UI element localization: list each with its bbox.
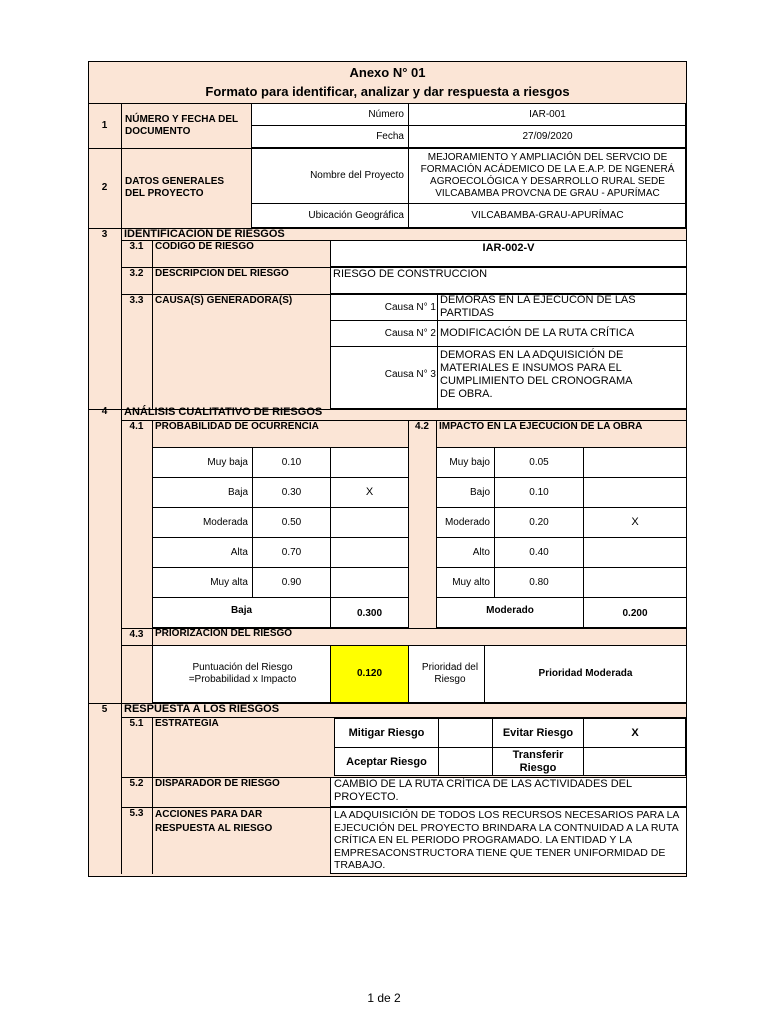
transferir-option: Transferir Riesgo <box>512 749 564 774</box>
acciones-label: ACCIONES PARA DAR RESPUESTA AL RIESGO <box>155 809 273 834</box>
impact-row-label: Moderado <box>444 516 490 528</box>
impact-result-label: Moderado <box>486 605 534 616</box>
prob-row-value: 0.50 <box>281 516 302 528</box>
section-3-label: IDENTIFICACION DE RIESGOS <box>124 228 285 240</box>
causa-1-value: DEMORAS EN LA EJECUCON DE LAS PARTIDAS <box>440 294 636 319</box>
section-1-number: 1 <box>101 119 108 131</box>
impact-row-label: Bajo <box>469 486 490 498</box>
impact-row-value: 0.10 <box>529 486 549 498</box>
impact-row-mark <box>584 538 686 567</box>
causas-label: CAUSA(S) GENERADORA(S) <box>155 295 293 306</box>
evitar-option: Evitar Riesgo <box>502 726 574 739</box>
aceptar-mark <box>439 748 492 776</box>
causa-2-value: MODIFICACIÓN DE LA RUTA CRÍTICA <box>440 327 635 339</box>
prob-row-mark <box>331 508 408 537</box>
estrategia-number: 5.1 <box>129 718 144 729</box>
impact-row-value: 0.20 <box>529 516 549 528</box>
prioridad-value: Prioridad Moderada <box>538 668 633 679</box>
proyecto-label: Nombre del Proyecto <box>310 170 404 181</box>
prioridad-label: Prioridad del Riesgo <box>421 662 479 685</box>
desc-label: DESCRIPCION DEL RIESGO <box>155 268 289 279</box>
prior-number: 4.3 <box>129 629 144 640</box>
impact-row-label: Muy bajo <box>449 456 490 468</box>
prior-label: PRIORIZACION DEL RIESGO <box>155 628 293 639</box>
prob-result-value: 0.300 <box>356 608 383 619</box>
section-4-number: 4 <box>101 406 108 417</box>
section-5-number: 5 <box>101 704 108 715</box>
evitar-mark: X <box>631 726 639 739</box>
numero-value: IAR-001 <box>529 108 566 120</box>
desc-number: 3.2 <box>129 268 144 279</box>
desc-value: RIESGO DE CONSTRUCCION <box>333 268 488 280</box>
mitigar-mark <box>439 719 492 747</box>
impact-row-mark <box>584 478 686 507</box>
impact-row-mark <box>584 568 686 597</box>
causa-2-label: Causa N° 2 <box>384 327 436 339</box>
impact-row-mark: X <box>631 516 639 528</box>
acciones-value: LA ADQUISICIÓN DE TODOS LOS RECURSOS NECESARIOS PARA LA EJECUCIÓN DEL PROYECTO BRINDARA LA CONTNUIDAD A LA RUTA CRÍTICA EN EL PERIODO PROGRAMADO. LA ENTIDAD Y LA EMPRESACONSTRUCTORA TIENE QUE TENER UNIFORMIDAD DE TRABAJO. <box>334 809 679 871</box>
aceptar-option: Aceptar Riesgo <box>346 755 427 768</box>
annex-number: Anexo N° 01 <box>349 65 426 80</box>
impact-label: IMPACTO EN LA EJECUCION DE LA OBRA <box>439 421 643 432</box>
impact-row-mark <box>584 448 686 477</box>
impact-row-label: Muy alto <box>452 576 490 588</box>
puntuacion-label: Puntuación del Riesgo =Probabilidad x Impacto <box>188 662 297 685</box>
section-1-label: NÚMERO Y FECHA DEL DOCUMENTO <box>125 113 238 137</box>
prob-row-mark <box>331 568 408 597</box>
impact-row-label: Alto <box>472 546 490 558</box>
page-number: 1 de 2 <box>367 991 401 1005</box>
prob-row-value: 0.70 <box>281 546 302 558</box>
prob-result-label: Baja <box>230 605 253 616</box>
disparador-label: DISPARADOR DE RIESGO <box>155 778 280 789</box>
ubicacion-label: Ubicación Geográfica <box>308 210 404 221</box>
codigo-value: IAR-002-V <box>482 242 535 254</box>
prob-row-label: Muy alta <box>210 576 248 588</box>
causa-3-value: DEMORAS EN LA ADQUISICIÓN DE MATERIALES E INSUMOS PARA EL CUMPLIMIENTO DEL CRONOGRAMA DE OBRA. <box>440 349 632 400</box>
ubicacion-value: VILCABAMBA-GRAU-APURÍMAC <box>471 210 624 221</box>
prob-row-mark <box>331 448 408 477</box>
prob-row-label: Alta <box>230 546 248 558</box>
section-4-label: ANÁLISIS CUALITATIVO DE RIESGOS <box>124 406 323 418</box>
prob-row-label: Muy baja <box>207 456 248 468</box>
form-title: Formato para identificar, analizar y dar respuesta a riesgos <box>205 84 570 99</box>
causa-1-label: Causa N° 1 <box>384 301 436 313</box>
impact-row-value: 0.05 <box>529 456 549 468</box>
prob-row-value: 0.90 <box>281 576 302 588</box>
acciones-number: 5.3 <box>129 808 144 819</box>
section-3-number: 3 <box>101 229 108 240</box>
prob-number: 4.1 <box>129 421 144 432</box>
estrategia-label: ESTRATEGIA <box>155 718 219 729</box>
impact-number: 4.2 <box>415 421 429 432</box>
disparador-number: 5.2 <box>129 778 144 789</box>
impact-row-value: 0.40 <box>529 546 549 558</box>
codigo-label: CODIGO DE RIESGO <box>155 241 254 252</box>
prob-label: PROBABILIDAD DE OCURRENCIA <box>155 421 319 432</box>
causas-number: 3.3 <box>129 295 144 306</box>
causa-3-label: Causa N° 3 <box>384 368 436 380</box>
impact-result-value: 0.200 <box>622 608 648 619</box>
prob-row-label: Moderada <box>202 516 248 528</box>
prob-row-label: Baja <box>227 486 248 498</box>
codigo-number: 3.1 <box>129 241 144 252</box>
prob-row-mark: X <box>365 486 374 498</box>
disparador-value: CAMBIO DE LA RUTA CRÍTICA DE LAS ACTIVIDADES DEL PROYECTO. <box>334 778 632 803</box>
transferir-mark <box>584 748 686 776</box>
section-2-number: 2 <box>101 182 108 193</box>
impact-row-value: 0.80 <box>529 576 549 588</box>
numero-label: Número <box>368 108 404 120</box>
prob-row-value: 0.30 <box>281 486 302 498</box>
fecha-value: 27/09/2020 <box>522 130 573 142</box>
section-2-label: DATOS GENERALES DEL PROYECTO <box>125 176 225 199</box>
fecha-label: Fecha <box>376 130 404 142</box>
prob-row-mark <box>331 538 408 567</box>
section-5-label: RESPUESTA A LOS RIESGOS <box>124 703 280 715</box>
mitigar-option: Mitigar Riesgo <box>348 726 425 739</box>
proyecto-value: MEJORAMIENTO Y AMPLIACIÓN DEL SERVCIO DE FORMACIÓN ACÁDEMICO DE LA E.A.P. DE NGENERÁ AGROECOLÓGICA Y DESARROLLO RURAL SEDE VILCABAMBA PROVCNA DE GRAU - APURÍMAC <box>420 152 675 199</box>
prob-row-value: 0.10 <box>281 456 302 468</box>
puntuacion-value: 0.120 <box>356 668 383 679</box>
